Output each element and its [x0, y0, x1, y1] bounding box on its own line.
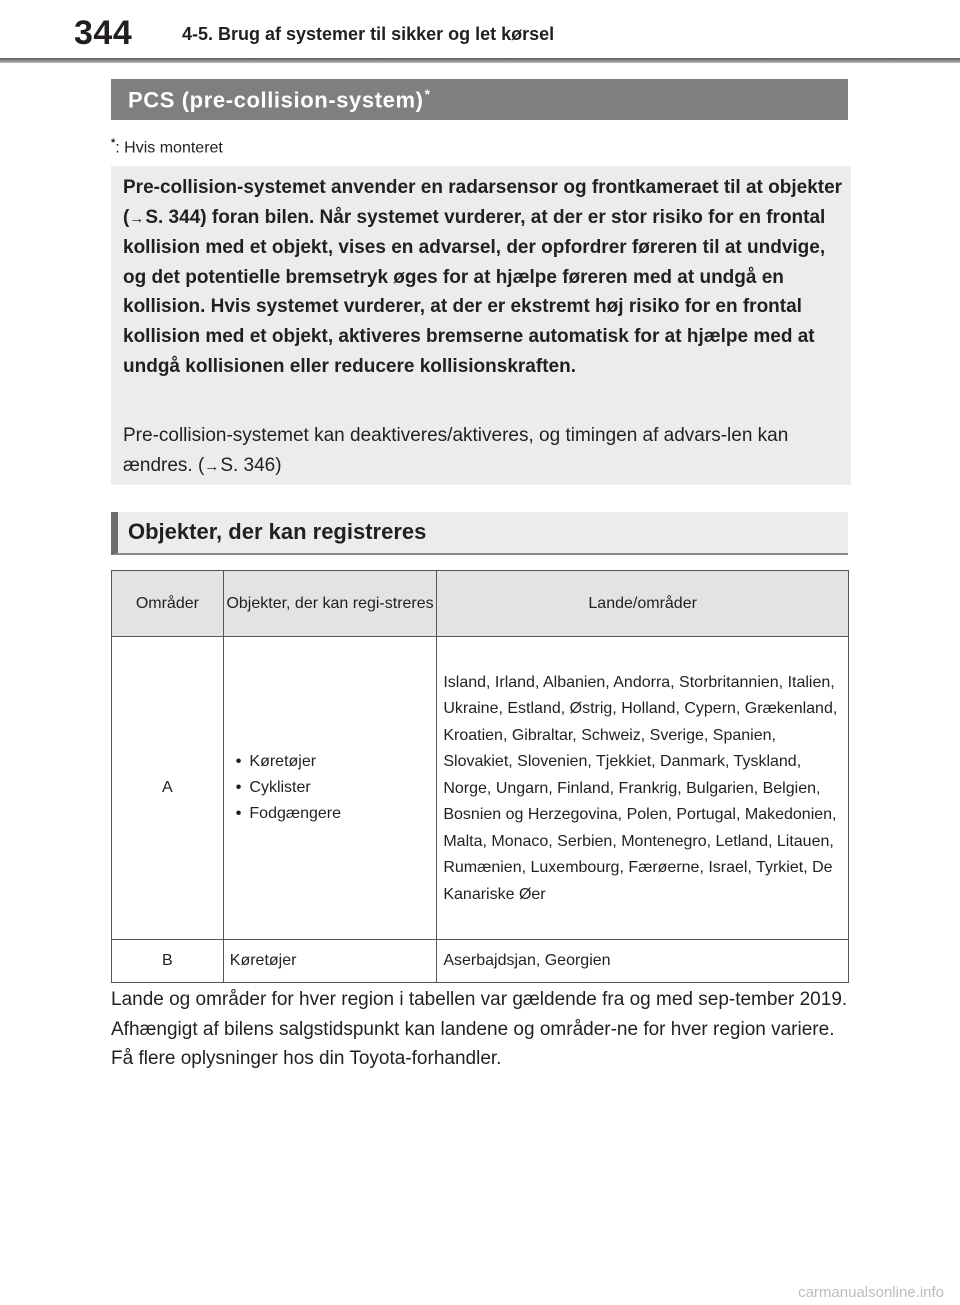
objects-cell	[223, 637, 437, 940]
description-normal: Pre-collision-systemet kan deaktiveres/aktiveres, og timingen af advars-len kan ændres. (→S. 346)	[123, 425, 789, 476]
section-heading-objects	[111, 512, 848, 555]
list-item: • Fodgængere	[236, 801, 437, 827]
table-header: Områder	[112, 571, 224, 637]
countries-cell: Aserbajdsjan, Georgien	[437, 940, 849, 983]
region-cell: A	[112, 637, 224, 940]
section-title: PCS (pre-collision-system)*	[128, 86, 431, 113]
table-header: Lande/områder	[437, 571, 849, 637]
page-reference-link[interactable]: S. 344	[145, 206, 201, 228]
chapter-title: 4-5. Brug af systemer til sikker og let kørsel	[182, 24, 555, 44]
regions-table	[111, 570, 849, 983]
watermark: carmanualsonline.info	[798, 1284, 944, 1301]
page-number: 344	[74, 14, 133, 52]
table-header-row	[112, 571, 849, 637]
footnote-asterisk: *	[111, 137, 116, 149]
info-box	[111, 166, 851, 485]
footnote	[111, 137, 223, 157]
list-item: • Køretøjer	[236, 749, 437, 775]
arrow-right-icon: →	[129, 209, 145, 227]
description-bold: Pre-collision-systemet anvender en radarsensor og frontkameraet til at objekter (→S. 344) foran bilen. Når systemet vurderer, at der er stor risiko for en frontal kollision med et objekt, vises en advarsel, der opfordrer føreren til at undvige, og det potentielle bremsetryk øges for at hjælpe føreren med at undgå en kollision. Hvis systemet vurderer, at der er ekstremt høj risiko for en frontal kollision med et objekt, aktiveres bremserne automatisk for at hjælpe med at undgå kollisionen eller reducere kollisionskraften.	[123, 177, 843, 377]
section-title: Objekter, der kan registreres	[128, 519, 427, 544]
table-row	[112, 637, 849, 940]
list-item: • Cyklister	[236, 775, 437, 801]
region-cell: B	[112, 940, 224, 983]
page-reference-link[interactable]: S. 346	[220, 454, 276, 476]
arrow-right-icon: →	[204, 457, 220, 475]
objects-list	[224, 749, 437, 827]
section-heading-pcs	[111, 79, 848, 120]
header-rule	[0, 58, 960, 63]
objects-cell: Køretøjer	[223, 940, 437, 983]
countries-cell: Island, Irland, Albanien, Andorra, Storbritannien, Italien, Ukraine, Estland, Østrig, Holland, Cypern, Grækenland, Kroatien, Gibraltar, Schweiz, Sverige, Spanien, Slovakiet, Slovenien, Tjekkiet, Danmark, Tyskland, Norge, Ungarn, Finland, Frankrig, Bulgarien, Belgien, Bosnien og Herzegovina, Polen, Portugal, Makedonien, Malta, Monaco, Serbien, Montenegro, Letland, Litauen, Rumænien, Luxembourg, Færøerne, Israel, Tyrkiet, De Kanariske Øer	[437, 637, 849, 940]
footnote-marker: *	[424, 86, 431, 102]
table-row	[112, 940, 849, 983]
table-header: Objekter, der kan regi-streres	[223, 571, 437, 637]
footnote-text: : Hvis monteret	[115, 139, 223, 157]
closing-paragraph: Lande og områder for hver region i tabellen var gældende fra og med sep-tember 2019. Afhængigt af bilens salgstidspunkt kan landene og områder-ne for hver region variere. Få flere oplysninger hos din Toyota-forhandler.	[111, 989, 848, 1070]
